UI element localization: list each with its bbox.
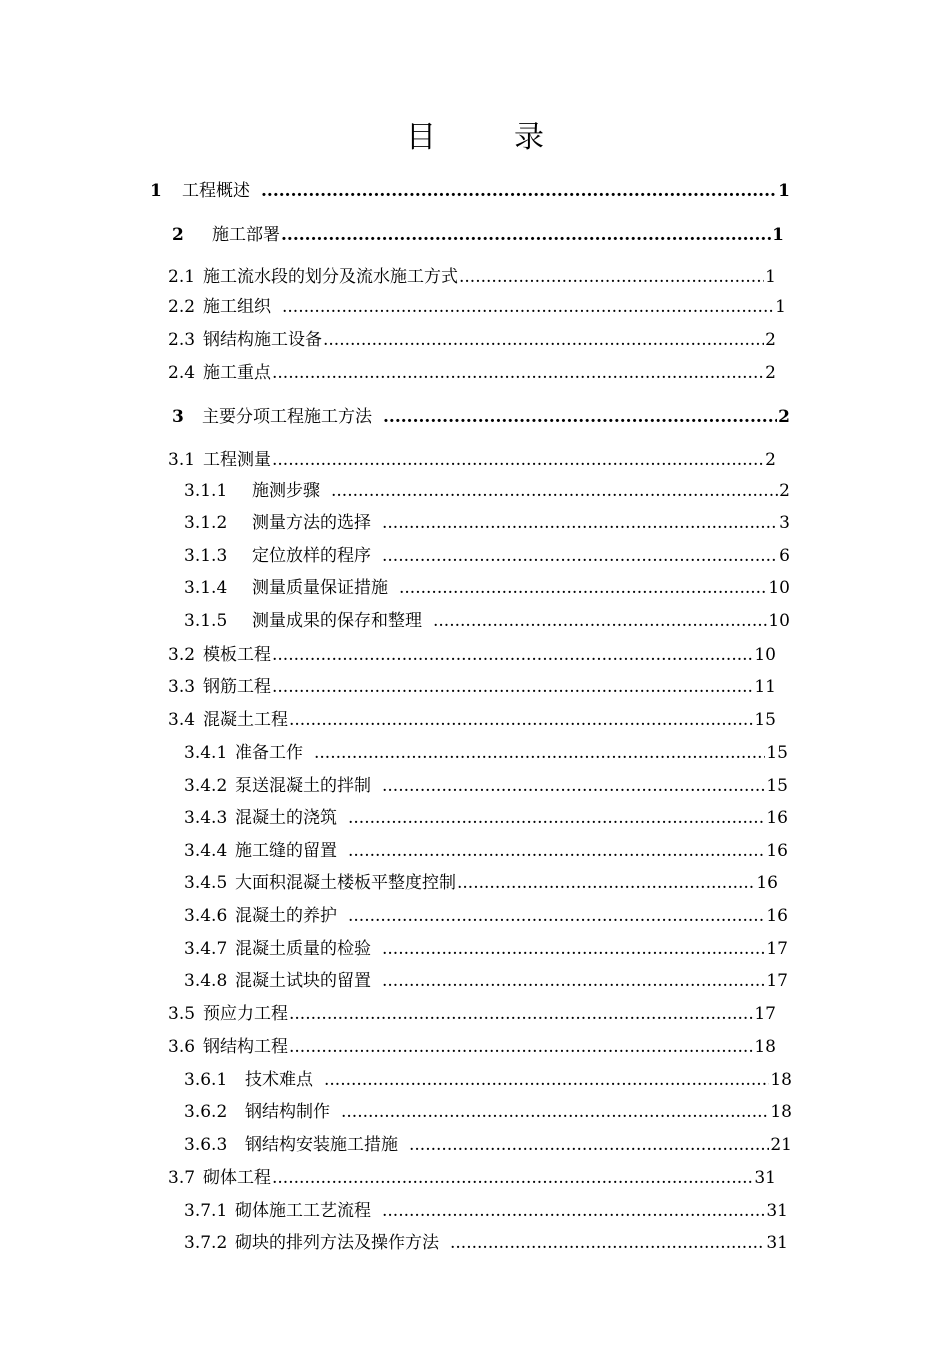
toc-page: 17 bbox=[754, 1004, 776, 1024]
toc-leader bbox=[281, 223, 771, 247]
toc-entry[interactable] bbox=[184, 1068, 792, 1092]
toc-entry[interactable] bbox=[172, 405, 790, 429]
toc-title: 钢筋工程 bbox=[203, 677, 271, 697]
toc-title: 钢结构制作 bbox=[245, 1102, 330, 1122]
toc-page: 2 bbox=[779, 481, 790, 501]
toc-number: 3.1 bbox=[168, 450, 196, 470]
toc-title: 工程概述 bbox=[182, 181, 250, 201]
toc-title: 大面积混凝土楼板平整度控制 bbox=[235, 873, 456, 893]
toc-title: 模板工程 bbox=[203, 645, 271, 665]
toc-number: 3.1.2 bbox=[184, 513, 228, 533]
page-title bbox=[0, 112, 950, 156]
toc-leader bbox=[314, 741, 765, 765]
toc-leader bbox=[261, 179, 777, 203]
toc-entry[interactable] bbox=[184, 1231, 788, 1255]
toc-page: 18 bbox=[770, 1102, 792, 1122]
toc-entry[interactable] bbox=[168, 361, 776, 385]
toc-page: 1 bbox=[775, 297, 786, 317]
toc-entry[interactable] bbox=[168, 675, 776, 699]
toc-title: 工程测量 bbox=[203, 450, 271, 470]
toc-entry[interactable] bbox=[168, 265, 776, 289]
toc-number: 3.6.1 bbox=[184, 1070, 228, 1090]
toc-title: 混凝土的养护 bbox=[235, 906, 337, 926]
toc-entry[interactable] bbox=[184, 1199, 788, 1223]
toc-page: 3 bbox=[779, 513, 790, 533]
toc-number: 3.1.4 bbox=[184, 578, 228, 598]
toc-entry[interactable] bbox=[168, 1002, 776, 1026]
toc-number: 3.6.2 bbox=[184, 1102, 228, 1122]
toc-entry[interactable] bbox=[150, 179, 790, 203]
toc-page: 1 bbox=[772, 225, 784, 245]
toc-leader bbox=[433, 609, 767, 633]
toc-title: 钢结构安装施工措施 bbox=[245, 1135, 398, 1155]
toc-entry[interactable] bbox=[168, 708, 776, 732]
toc-leader bbox=[382, 937, 765, 961]
toc-page: 15 bbox=[766, 743, 788, 763]
toc-number: 1 bbox=[150, 181, 162, 201]
toc-page: 21 bbox=[770, 1135, 792, 1155]
toc-number: 3.3 bbox=[168, 677, 196, 697]
toc-number: 3.1.5 bbox=[184, 611, 228, 631]
toc-entry[interactable] bbox=[184, 511, 790, 535]
toc-leader bbox=[348, 806, 765, 830]
toc-page: 10 bbox=[754, 645, 776, 665]
toc-leader bbox=[383, 405, 777, 429]
toc-page: 2 bbox=[765, 363, 776, 383]
page-title-left: 目 bbox=[406, 120, 436, 155]
toc-leader bbox=[382, 544, 778, 568]
toc-page: 31 bbox=[766, 1201, 788, 1221]
toc-entry[interactable] bbox=[184, 937, 788, 961]
toc-number: 2.1 bbox=[168, 267, 196, 287]
toc-page: 2 bbox=[765, 450, 776, 470]
toc-leader bbox=[382, 774, 765, 798]
toc-leader bbox=[282, 295, 774, 319]
toc-page: 18 bbox=[770, 1070, 792, 1090]
toc-entry[interactable] bbox=[184, 1133, 792, 1157]
toc-number: 2.3 bbox=[168, 330, 196, 350]
toc-title: 技术难点 bbox=[245, 1070, 313, 1090]
toc-leader bbox=[399, 576, 767, 600]
toc-title: 主要分项工程施工方法 bbox=[202, 407, 372, 427]
toc-leader bbox=[324, 1068, 769, 1092]
toc-entry[interactable] bbox=[184, 1100, 792, 1124]
toc-entry[interactable] bbox=[168, 448, 776, 472]
toc-number: 3.4.4 bbox=[184, 841, 228, 861]
toc-entry[interactable] bbox=[184, 741, 788, 765]
toc-entry[interactable] bbox=[168, 1166, 776, 1190]
toc-page: 6 bbox=[779, 546, 790, 566]
toc-number: 2.4 bbox=[168, 363, 196, 383]
page-title-right: 录 bbox=[514, 120, 544, 155]
toc-page: 16 bbox=[766, 808, 788, 828]
toc-page: 10 bbox=[768, 611, 790, 631]
toc-title: 施测步骤 bbox=[252, 481, 320, 501]
toc-title: 施工缝的留置 bbox=[235, 841, 337, 861]
toc-page: 17 bbox=[766, 939, 788, 959]
toc-entry[interactable] bbox=[184, 609, 790, 633]
toc-number: 3.4 bbox=[168, 710, 196, 730]
toc-entry[interactable] bbox=[184, 479, 790, 503]
toc-leader bbox=[289, 708, 753, 732]
toc-title: 预应力工程 bbox=[203, 1004, 288, 1024]
toc-number: 3.7.2 bbox=[184, 1233, 228, 1253]
toc-leader bbox=[272, 1166, 753, 1190]
toc-number: 3.6 bbox=[168, 1037, 196, 1057]
toc-entry[interactable] bbox=[184, 871, 778, 895]
toc-title: 泵送混凝土的拌制 bbox=[235, 776, 371, 796]
toc-number: 2 bbox=[172, 225, 184, 245]
toc-entry[interactable] bbox=[168, 643, 776, 667]
toc-entry[interactable] bbox=[184, 544, 790, 568]
toc-number: 3.1.3 bbox=[184, 546, 228, 566]
toc-title: 钢结构工程 bbox=[203, 1037, 288, 1057]
toc-title: 定位放样的程序 bbox=[252, 546, 371, 566]
toc-entry[interactable] bbox=[168, 328, 776, 352]
toc-number: 3.2 bbox=[168, 645, 196, 665]
toc-page: 16 bbox=[766, 841, 788, 861]
toc-entry[interactable] bbox=[168, 1035, 776, 1059]
toc-leader bbox=[289, 1002, 753, 1026]
toc-leader bbox=[409, 1133, 769, 1157]
toc-leader bbox=[382, 1199, 765, 1223]
toc-leader bbox=[272, 675, 753, 699]
toc-number: 3.4.7 bbox=[184, 939, 228, 959]
toc-entry[interactable] bbox=[184, 969, 788, 993]
toc-title: 测量质量保证措施 bbox=[252, 578, 388, 598]
toc-title: 钢结构施工设备 bbox=[203, 330, 322, 350]
toc-title: 施工重点 bbox=[203, 363, 271, 383]
toc-entry[interactable] bbox=[168, 295, 786, 319]
toc-title: 混凝土质量的检验 bbox=[235, 939, 371, 959]
toc-leader bbox=[382, 969, 765, 993]
toc-title: 砌体工程 bbox=[203, 1168, 271, 1188]
toc-leader bbox=[450, 1231, 765, 1255]
toc-entry[interactable] bbox=[184, 806, 788, 830]
toc-page: 15 bbox=[754, 710, 776, 730]
toc-title: 砌块的排列方法及操作方法 bbox=[235, 1233, 439, 1253]
toc-number: 3.4.6 bbox=[184, 906, 228, 926]
toc-page: 11 bbox=[754, 677, 776, 697]
toc-leader bbox=[272, 361, 764, 385]
toc-number: 3.4.5 bbox=[184, 873, 228, 893]
toc-entry[interactable] bbox=[172, 223, 784, 247]
toc-number: 2.2 bbox=[168, 297, 196, 317]
toc-number: 3 bbox=[172, 407, 184, 427]
toc-number: 3.6.3 bbox=[184, 1135, 228, 1155]
toc-leader bbox=[323, 328, 764, 352]
toc-page: 15 bbox=[766, 776, 788, 796]
toc-title: 混凝土试块的留置 bbox=[235, 971, 371, 991]
toc-title: 准备工作 bbox=[235, 743, 303, 763]
toc-leader bbox=[382, 511, 778, 535]
toc-page: 31 bbox=[766, 1233, 788, 1253]
toc-page: 1 bbox=[765, 267, 776, 287]
toc-entry[interactable] bbox=[184, 576, 790, 600]
toc-leader bbox=[457, 871, 755, 895]
toc-leader bbox=[331, 479, 778, 503]
toc-number: 3.4.2 bbox=[184, 776, 228, 796]
toc-leader bbox=[348, 904, 765, 928]
toc-title: 砌体施工工艺流程 bbox=[235, 1201, 371, 1221]
toc-number: 3.1.1 bbox=[184, 481, 228, 501]
toc-number: 3.4.8 bbox=[184, 971, 228, 991]
toc-number: 3.7.1 bbox=[184, 1201, 228, 1221]
toc-leader bbox=[272, 643, 753, 667]
toc-page: 31 bbox=[754, 1168, 776, 1188]
toc-page: 16 bbox=[756, 873, 778, 893]
toc-page: 16 bbox=[766, 906, 788, 926]
toc-entry[interactable] bbox=[184, 839, 788, 863]
toc-title: 混凝土的浇筑 bbox=[235, 808, 337, 828]
toc-leader bbox=[341, 1100, 769, 1124]
toc-title: 测量方法的选择 bbox=[252, 513, 371, 533]
toc-number: 3.5 bbox=[168, 1004, 196, 1024]
toc-number: 3.4.1 bbox=[184, 743, 228, 763]
toc-entry[interactable] bbox=[184, 774, 788, 798]
toc-title: 施工部署 bbox=[212, 225, 280, 245]
toc-leader bbox=[272, 448, 764, 472]
toc-title: 施工组织 bbox=[203, 297, 271, 317]
toc-leader bbox=[459, 265, 764, 289]
toc-number: 3.7 bbox=[168, 1168, 196, 1188]
toc-page: 2 bbox=[765, 330, 776, 350]
toc-title: 混凝土工程 bbox=[203, 710, 288, 730]
toc-entry[interactable] bbox=[184, 904, 788, 928]
toc-number: 3.4.3 bbox=[184, 808, 228, 828]
toc-page: 1 bbox=[778, 181, 790, 201]
toc-title: 测量成果的保存和整理 bbox=[252, 611, 422, 631]
toc-leader bbox=[348, 839, 765, 863]
toc-page: 2 bbox=[778, 407, 790, 427]
toc-title: 施工流水段的划分及流水施工方式 bbox=[203, 267, 458, 287]
toc-leader bbox=[289, 1035, 753, 1059]
toc-page: 10 bbox=[768, 578, 790, 598]
toc-page: 17 bbox=[766, 971, 788, 991]
toc-page: 18 bbox=[754, 1037, 776, 1057]
